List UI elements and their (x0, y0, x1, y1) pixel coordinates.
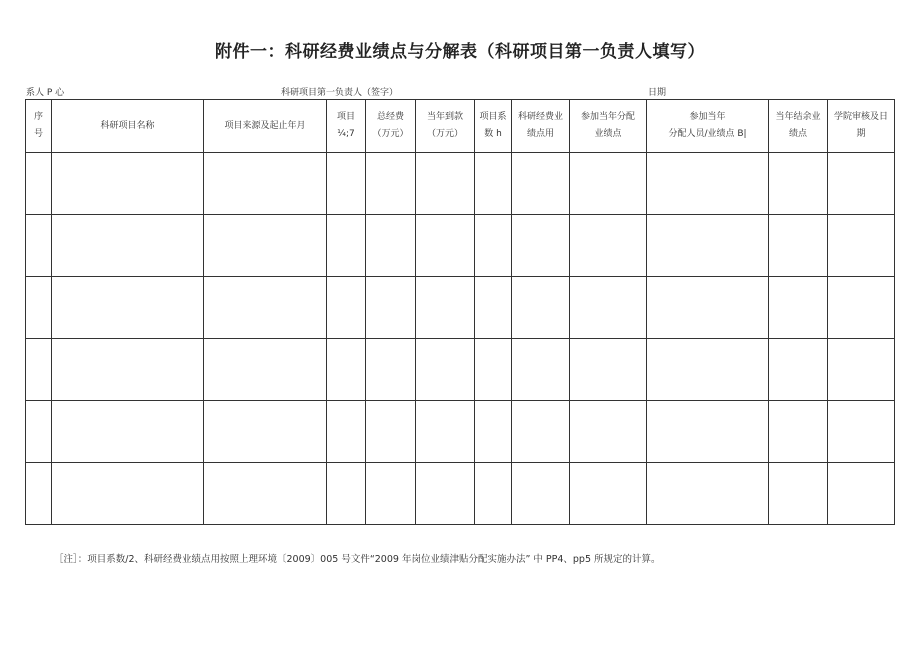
table-cell[interactable] (475, 463, 512, 525)
table-cell[interactable] (204, 153, 327, 215)
table-cell[interactable] (828, 339, 895, 401)
table-cell[interactable] (570, 401, 647, 463)
table-cell[interactable] (416, 215, 475, 277)
table-cell[interactable] (475, 153, 512, 215)
table-row (26, 463, 895, 525)
footnote: ［注］：项目系数/2、科研经费业绩点用按照上理环境〔2009〕005 号文件“2009 年岗位业绩津贴分配实施办法” 中 PP4、pp5 所规定的计算。 (54, 554, 661, 565)
table-cell[interactable] (647, 153, 769, 215)
table-row (26, 339, 895, 401)
table-cell[interactable] (475, 277, 512, 339)
table-cell[interactable] (327, 463, 366, 525)
table-cell[interactable] (570, 339, 647, 401)
table-cell[interactable] (52, 215, 204, 277)
table-cell[interactable] (26, 215, 52, 277)
table-cell[interactable] (647, 277, 769, 339)
table-cell[interactable] (828, 277, 895, 339)
table-cell[interactable] (512, 339, 570, 401)
table-cell[interactable] (512, 463, 570, 525)
column-header: 参加当年 分配人员/业绩点 B| (647, 100, 769, 153)
decomposition-table (25, 99, 895, 525)
table-cell[interactable] (366, 463, 416, 525)
column-header: 序 号 (26, 100, 52, 153)
table-cell[interactable] (647, 463, 769, 525)
table-cell[interactable] (26, 463, 52, 525)
table-cell[interactable] (204, 401, 327, 463)
table-cell[interactable] (512, 277, 570, 339)
column-header: 总经费 （万元） (366, 100, 416, 153)
table-cell[interactable] (769, 153, 828, 215)
table-cell[interactable] (26, 277, 52, 339)
table-cell[interactable] (366, 153, 416, 215)
table-cell[interactable] (769, 277, 828, 339)
table-cell[interactable] (512, 215, 570, 277)
table-cell[interactable] (366, 215, 416, 277)
table-cell[interactable] (416, 463, 475, 525)
table-cell[interactable] (475, 339, 512, 401)
table-cell[interactable] (570, 215, 647, 277)
table-cell[interactable] (828, 401, 895, 463)
column-header: 科研项目名称 (52, 100, 204, 153)
column-header: 项目 ¼;7 (327, 100, 366, 153)
table-cell[interactable] (769, 215, 828, 277)
table-cell[interactable] (327, 153, 366, 215)
table-cell[interactable] (416, 339, 475, 401)
table-cell[interactable] (204, 277, 327, 339)
table-row (26, 153, 895, 215)
table-cell[interactable] (26, 339, 52, 401)
table-cell[interactable] (366, 339, 416, 401)
table-cell[interactable] (647, 339, 769, 401)
table-cell[interactable] (416, 277, 475, 339)
table-cell[interactable] (769, 401, 828, 463)
table-cell[interactable] (475, 215, 512, 277)
info-line (26, 85, 896, 99)
table-cell[interactable] (204, 215, 327, 277)
table-cell[interactable] (366, 401, 416, 463)
table-cell[interactable] (52, 339, 204, 401)
table-cell[interactable] (52, 277, 204, 339)
table-cell[interactable] (828, 463, 895, 525)
table-cell[interactable] (327, 277, 366, 339)
table-cell[interactable] (52, 153, 204, 215)
column-header: 项目来源及起止年月 (204, 100, 327, 153)
table-cell[interactable] (416, 153, 475, 215)
table-body (26, 153, 895, 525)
table-cell[interactable] (52, 463, 204, 525)
table-cell[interactable] (647, 215, 769, 277)
table-cell[interactable] (512, 401, 570, 463)
page-title: 附件一：科研经费业绩点与分解表（科研项目第一负责人填写） (215, 42, 705, 62)
column-header: 参加当年分配 业绩点 (570, 100, 647, 153)
table-cell[interactable] (828, 153, 895, 215)
column-header: 学院审核及日 期 (828, 100, 895, 153)
table-cell[interactable] (416, 401, 475, 463)
table-cell[interactable] (769, 463, 828, 525)
column-header: 当年到款 （万元） (416, 100, 475, 153)
table-cell[interactable] (366, 277, 416, 339)
table-cell[interactable] (570, 463, 647, 525)
table-cell[interactable] (512, 153, 570, 215)
table-cell[interactable] (570, 277, 647, 339)
table-row (26, 277, 895, 339)
header-row (26, 100, 895, 153)
table-cell[interactable] (327, 339, 366, 401)
table-cell[interactable] (828, 215, 895, 277)
table-row (26, 215, 895, 277)
table-cell[interactable] (475, 401, 512, 463)
column-header: 项目系 数 h (475, 100, 512, 153)
leader-label: 科研项目第一负责人（签字） (281, 88, 399, 98)
table-cell[interactable] (327, 215, 366, 277)
column-header: 科研经费业 绩点用 (512, 100, 570, 153)
table-cell[interactable] (327, 401, 366, 463)
table-cell[interactable] (769, 339, 828, 401)
table-cell[interactable] (647, 401, 769, 463)
table-cell[interactable] (204, 339, 327, 401)
table-cell[interactable] (204, 463, 327, 525)
dept-label: 系人 P 心 (26, 88, 65, 98)
table-row (26, 401, 895, 463)
date-label: 日期 (648, 88, 667, 98)
table-cell[interactable] (570, 153, 647, 215)
table-cell[interactable] (26, 153, 52, 215)
table-cell[interactable] (52, 401, 204, 463)
column-header: 当年结余业 绩点 (769, 100, 828, 153)
table-cell[interactable] (26, 401, 52, 463)
